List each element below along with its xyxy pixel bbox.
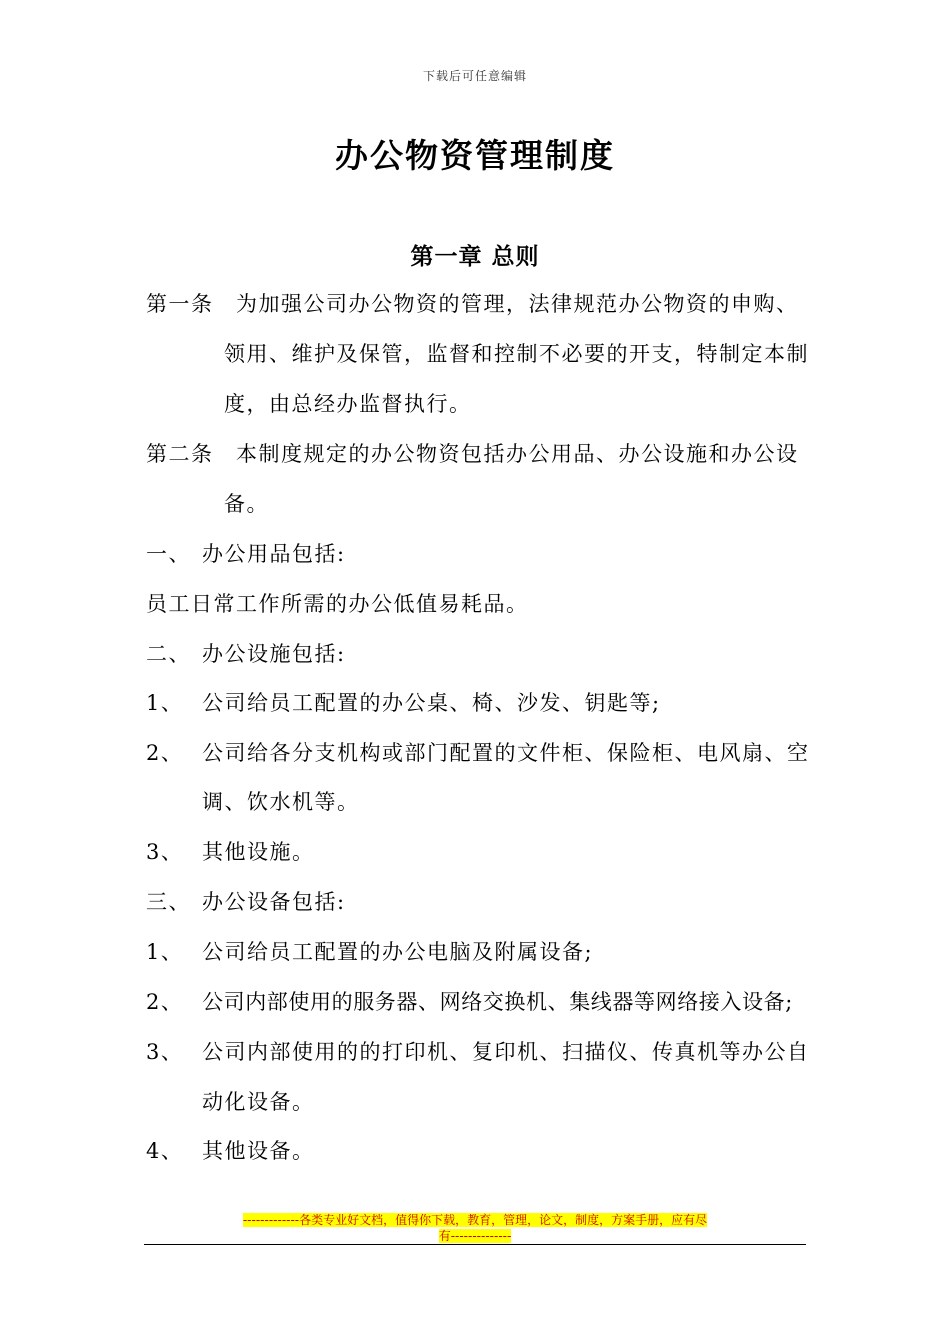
section-3-item-3-line-2: 动化设备。 <box>202 1090 315 1114</box>
section-3-item-3-num: 3、 <box>146 1040 184 1064</box>
section-2-label: 二、 <box>146 642 191 666</box>
chapter-heading: 第一章 总则 <box>410 243 540 270</box>
section-3-item-2-num: 2、 <box>146 990 184 1014</box>
article-1-line-3: 度，由总经办监督执行。 <box>224 392 472 416</box>
section-3-item-4-num: 4、 <box>146 1139 184 1163</box>
article-1-line-1: 为加强公司办公物资的管理，法律规范办公物资的申购、 <box>236 292 799 316</box>
article-2-label: 第二条 <box>146 442 214 466</box>
article-1-line-2: 领用、维护及保管，监督和控制不必要的开支，特制定本制 <box>224 342 809 366</box>
section-1-text: 员工日常工作所需的办公低值易耗品。 <box>146 592 529 616</box>
section-2-item-3-line-1: 其他设施。 <box>202 840 315 864</box>
section-3-item-4-line-1: 其他设备。 <box>202 1139 315 1163</box>
section-2-item-1-num: 1、 <box>146 691 184 715</box>
section-2-item-1-line-1: 公司给员工配置的办公桌、椅、沙发、钥匙等; <box>202 691 661 715</box>
header-note: 下载后可任意编辑 <box>422 69 527 83</box>
section-2-item-3-num: 3、 <box>146 840 184 864</box>
section-2-item-2-num: 2、 <box>146 741 184 765</box>
section-3-item-1-num: 1、 <box>146 940 184 964</box>
footer-banner-line-2: 有-------------- <box>438 1229 512 1243</box>
article-2-line-1: 本制度规定的办公物资包括办公用品、办公设施和办公设 <box>236 442 799 466</box>
section-3-label: 三、 <box>146 890 191 914</box>
section-3-item-2-line-1: 公司内部使用的服务器、网络交换机、集线器等网络接入设备; <box>202 990 793 1014</box>
article-2-line-2: 备。 <box>224 492 269 516</box>
section-3-item-3-line-1: 公司内部使用的的打印机、复印机、扫描仪、传真机等办公自 <box>202 1040 810 1064</box>
footer-banner-line-1: -------------各类专业好文档，值得你下载，教育，管理，论文，制度，方案手册，应有尽 <box>242 1213 708 1227</box>
section-3-item-1-line-1: 公司给员工配置的办公电脑及附属设备; <box>202 940 594 964</box>
section-3-heading: 办公设备包括: <box>202 890 346 914</box>
section-2-heading: 办公设施包括: <box>202 642 346 666</box>
section-1-label: 一、 <box>146 542 191 566</box>
section-2-item-2-line-2: 调、饮水机等。 <box>202 790 360 814</box>
section-2-item-2-line-1: 公司给各分支机构或部门配置的文件柜、保险柜、电风扇、空 <box>202 741 810 765</box>
document-title: 办公物资管理制度 <box>335 136 615 175</box>
section-1-heading: 办公用品包括: <box>202 542 346 566</box>
footer-banner <box>185 1212 765 1244</box>
article-1-label: 第一条 <box>146 292 214 316</box>
footer-divider <box>144 1244 806 1245</box>
